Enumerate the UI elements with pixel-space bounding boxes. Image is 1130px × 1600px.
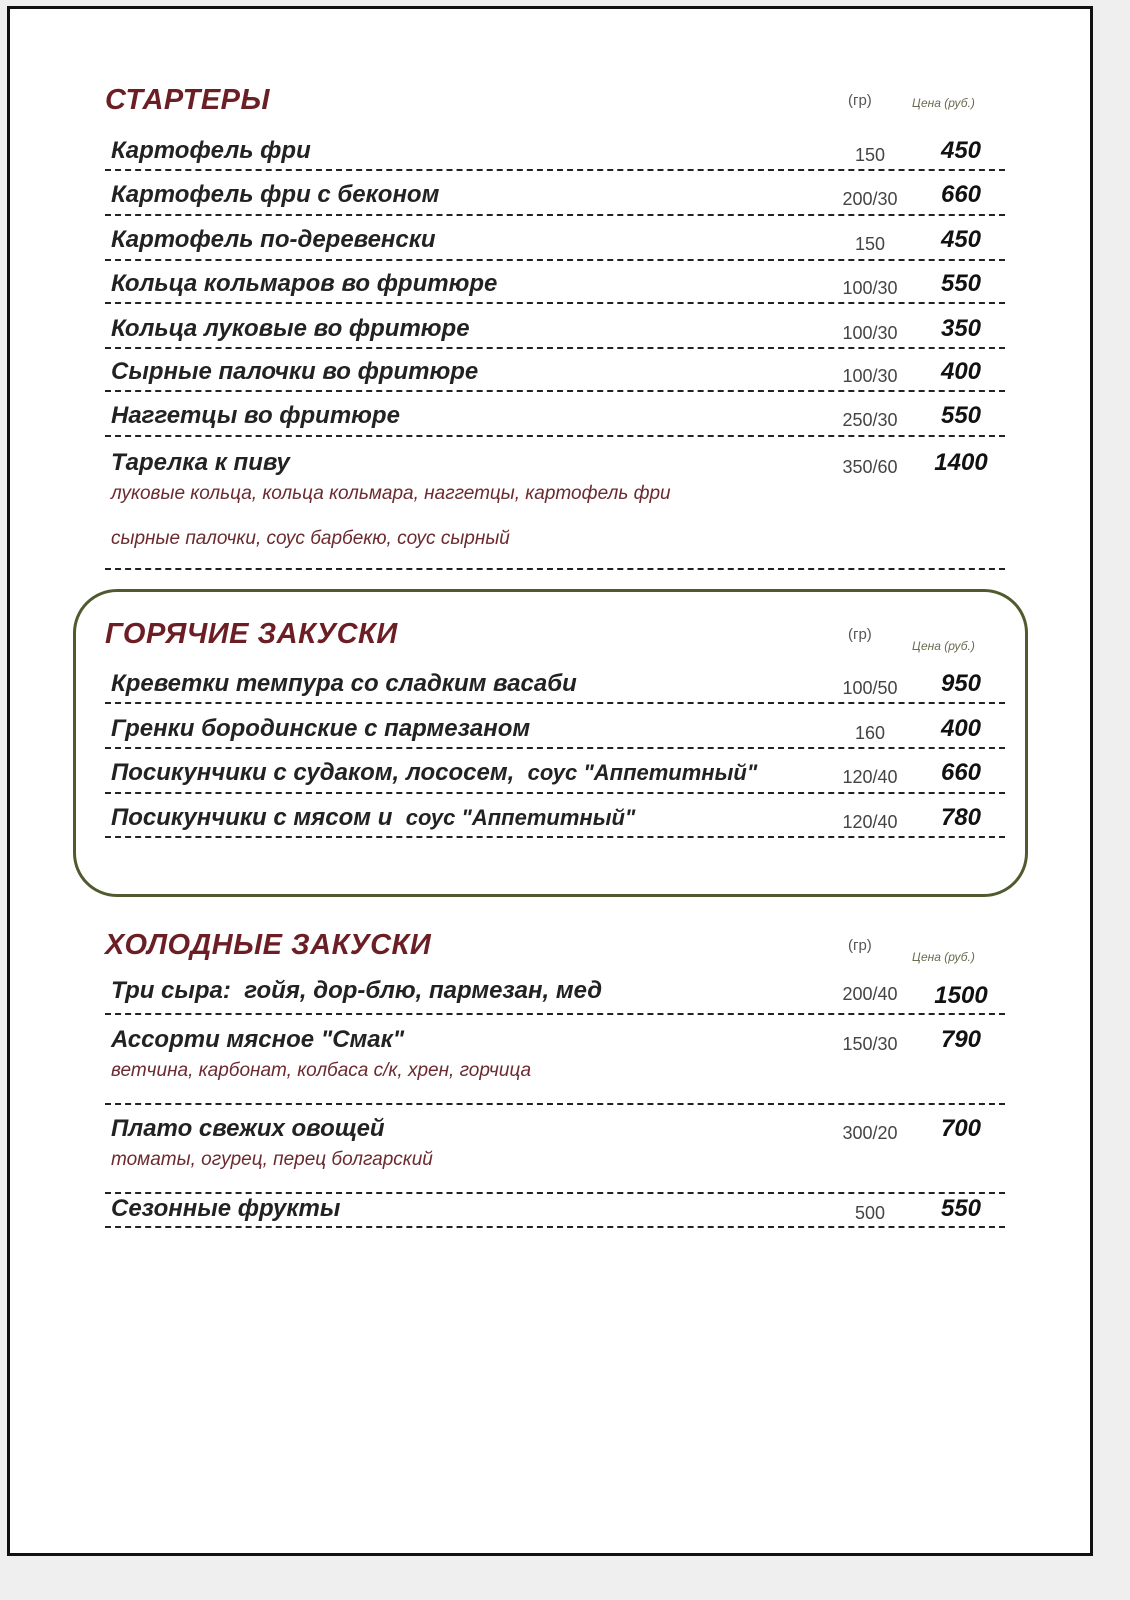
item-description: томаты, огурец, перец болгарский bbox=[111, 1149, 433, 1170]
menu-item bbox=[105, 222, 1005, 261]
item-name-main: Посикунчики с судаком, лососем, bbox=[111, 759, 515, 786]
item-name-main: Посикунчики с мясом и bbox=[111, 804, 393, 831]
menu-item bbox=[105, 311, 1005, 349]
item-price: 660 bbox=[940, 759, 982, 786]
menu-page bbox=[7, 6, 1093, 1556]
item-name: Наггетцы во фритюре bbox=[111, 402, 400, 429]
menu-item bbox=[105, 1022, 1005, 1105]
menu-item bbox=[105, 355, 1005, 392]
item-price: 660 bbox=[940, 181, 982, 208]
item-weight: 120/40 bbox=[842, 812, 898, 832]
item-name bbox=[111, 804, 635, 832]
item-weight: 100/50 bbox=[842, 678, 898, 698]
item-name: Кольца кольмаров во фритюре bbox=[111, 270, 498, 297]
item-name: Креветки темпура со сладким васаби bbox=[111, 670, 577, 697]
item-name: Картофель по-деревенски bbox=[111, 226, 436, 253]
menu-item bbox=[105, 177, 1005, 216]
item-price: 400 bbox=[940, 715, 982, 742]
item-weight: 120/40 bbox=[842, 767, 898, 787]
menu-item bbox=[105, 711, 1005, 749]
item-weight: 300/20 bbox=[842, 1123, 898, 1143]
menu-item bbox=[105, 1193, 1005, 1228]
item-price: 450 bbox=[940, 137, 982, 164]
item-weight: 150 bbox=[854, 234, 886, 254]
item-name bbox=[111, 977, 602, 1005]
item-name: Картофель фри bbox=[111, 137, 311, 164]
item-weight: 150/30 bbox=[842, 1034, 898, 1054]
price-column-header: Цена (руб.) bbox=[912, 96, 975, 110]
item-weight: 160 bbox=[854, 723, 886, 743]
item-name: Кольца луковые во фритюре bbox=[111, 315, 470, 342]
menu-item bbox=[105, 667, 1005, 704]
item-weight: 500 bbox=[854, 1203, 886, 1223]
item-weight: 350/60 bbox=[842, 457, 898, 477]
item-name: Ассорти мясное "Смак" bbox=[111, 1026, 405, 1053]
item-name: Сезонные фрукты bbox=[111, 1195, 341, 1222]
item-weight: 100/30 bbox=[842, 278, 898, 298]
menu-item bbox=[105, 267, 1005, 304]
weight-column-header: (гр) bbox=[848, 626, 872, 643]
section-title-hot-appetizers: ГОРЯЧИЕ ЗАКУСКИ bbox=[105, 618, 398, 650]
menu-item bbox=[105, 972, 1005, 1015]
item-weight: 200/30 bbox=[842, 189, 898, 209]
menu-item bbox=[105, 1111, 1005, 1194]
menu-item bbox=[105, 133, 1005, 171]
item-price: 550 bbox=[940, 402, 982, 429]
item-weight: 250/30 bbox=[842, 410, 898, 430]
item-price: 780 bbox=[940, 804, 982, 831]
item-weight: 100/30 bbox=[842, 366, 898, 386]
item-name: Гренки бородинские с пармезаном bbox=[111, 715, 531, 742]
section-title-cold-appetizers: ХОЛОДНЫЕ ЗАКУСКИ bbox=[105, 929, 432, 961]
item-price: 700 bbox=[940, 1115, 982, 1142]
item-price: 350 bbox=[940, 315, 982, 342]
item-name bbox=[111, 759, 757, 787]
item-price: 790 bbox=[940, 1026, 982, 1053]
item-price: 550 bbox=[940, 270, 982, 297]
item-description: ветчина, карбонат, колбаса с/к, хрен, горчица bbox=[111, 1060, 532, 1081]
item-description: луковые кольца, кольца кольмара, наггетцы, картофель фри bbox=[111, 483, 671, 504]
menu-item bbox=[105, 398, 1005, 437]
menu-item bbox=[105, 445, 1005, 570]
price-column-header: Цена (руб.) bbox=[912, 639, 975, 653]
item-price: 1400 bbox=[934, 449, 988, 476]
item-name: Картофель фри с беконом bbox=[111, 181, 440, 208]
menu-item bbox=[105, 800, 1005, 838]
item-price: 400 bbox=[940, 358, 982, 385]
item-sauce: соус "Аппетитный" bbox=[405, 805, 636, 830]
price-column-header: Цена (руб.) bbox=[912, 950, 975, 964]
item-price: 550 bbox=[940, 1195, 982, 1222]
item-description: сырные палочки, соус барбекю, соус сырный bbox=[111, 528, 510, 549]
weight-column-header: (гр) bbox=[848, 937, 872, 954]
item-price: 950 bbox=[940, 670, 982, 697]
item-name: Тарелка к пиву bbox=[111, 449, 290, 476]
item-weight: 100/30 bbox=[842, 323, 898, 343]
item-weight: 150 bbox=[854, 145, 886, 165]
item-ingredients: гойя, дор-блю, пармезан, мед bbox=[244, 977, 603, 1004]
item-sauce: соус "Аппетитный" bbox=[527, 760, 758, 785]
menu-item bbox=[105, 755, 1005, 794]
item-weight: 200/40 bbox=[842, 984, 898, 1004]
item-name: Сырные палочки во фритюре bbox=[111, 358, 479, 385]
item-name-main: Три сыра: bbox=[111, 977, 231, 1004]
item-name: Плато свежих овощей bbox=[111, 1115, 385, 1142]
item-price: 450 bbox=[940, 226, 982, 253]
section-title-starters: СТАРТЕРЫ bbox=[105, 84, 271, 116]
item-price: 1500 bbox=[934, 982, 988, 1009]
weight-column-header: (гр) bbox=[848, 92, 872, 109]
